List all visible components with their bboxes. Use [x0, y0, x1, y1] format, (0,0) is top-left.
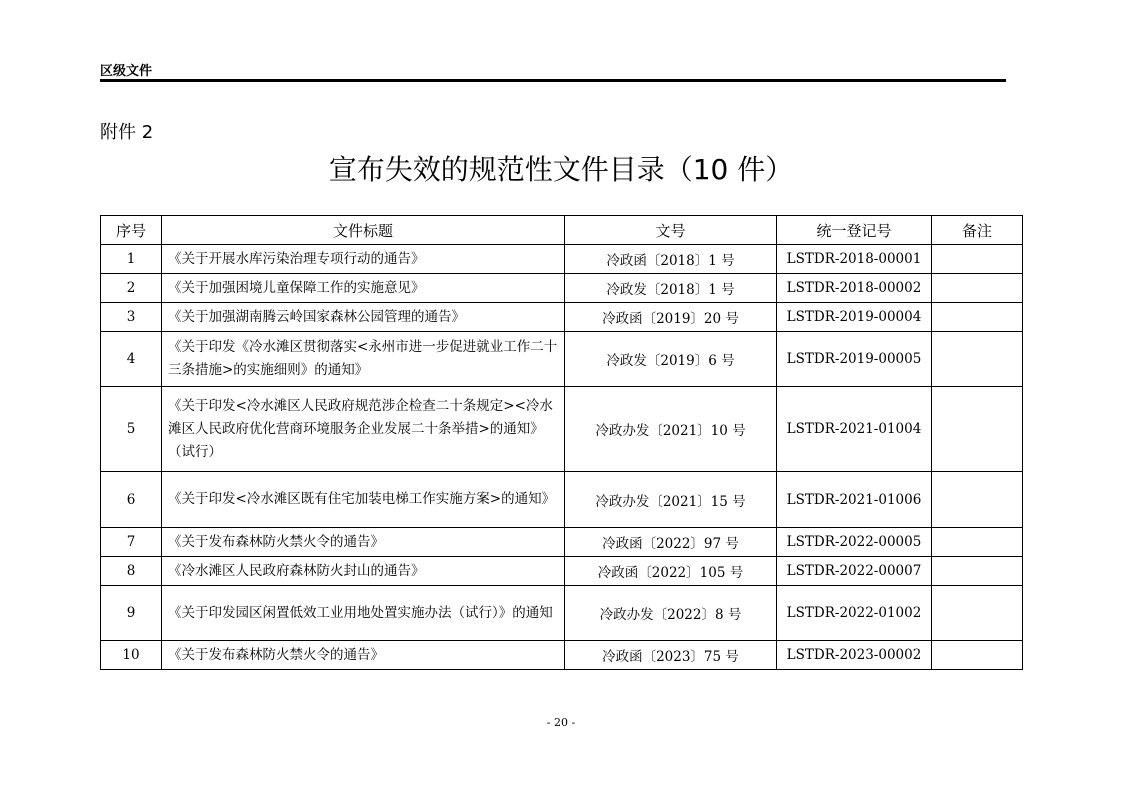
- cell-doc-no: 冷政办发〔2021〕15 号: [565, 472, 777, 528]
- cell-no: 7: [101, 528, 162, 557]
- cell-reg-no: LSTDR-2022-00005: [777, 528, 932, 557]
- table-row: [101, 274, 1023, 303]
- cell-note: [932, 387, 1023, 472]
- table-row: [101, 641, 1023, 670]
- cell-doc-no: 冷政办发〔2021〕10 号: [565, 387, 777, 472]
- cell-title: 《关于加强困境儿童保障工作的实施意见》: [162, 274, 565, 303]
- table-row: [101, 303, 1023, 332]
- cell-no: 2: [101, 274, 162, 303]
- cell-title: 《关于开展水库污染治理专项行动的通告》: [162, 245, 565, 274]
- cell-no: 1: [101, 245, 162, 274]
- cell-no: 8: [101, 557, 162, 586]
- table-row: [101, 387, 1023, 472]
- table-row: [101, 528, 1023, 557]
- cell-doc-no: 冷政办发〔2022〕8 号: [565, 586, 777, 641]
- document-category-header: 区级文件: [100, 64, 153, 79]
- cell-reg-no: LSTDR-2021-01004: [777, 387, 932, 472]
- cell-reg-no: LSTDR-2022-00007: [777, 557, 932, 586]
- cell-note: [932, 303, 1023, 332]
- cell-no: 4: [101, 332, 162, 387]
- table-row: [101, 472, 1023, 528]
- table-row: [101, 332, 1023, 387]
- column-header-title: 文件标题: [162, 216, 565, 245]
- annex-label: 附件 2: [100, 122, 154, 143]
- cell-doc-no: 冷政发〔2019〕6 号: [565, 332, 777, 387]
- column-header-note: 备注: [932, 216, 1023, 245]
- cell-doc-no: 冷政函〔2022〕97 号: [565, 528, 777, 557]
- cell-doc-no: 冷政函〔2022〕105 号: [565, 557, 777, 586]
- cell-doc-no: 冷政函〔2019〕20 号: [565, 303, 777, 332]
- cell-title: 《关于印发园区闲置低效工业用地处置实施办法（试行）》的通知: [162, 586, 565, 641]
- document-title: 宣布失效的规范性文件目录（10 件）: [328, 153, 794, 186]
- cell-doc-no: 冷政发〔2018〕1 号: [565, 274, 777, 303]
- header-rule: [100, 79, 1006, 82]
- cell-no: 10: [101, 641, 162, 670]
- cell-reg-no: LSTDR-2018-00001: [777, 245, 932, 274]
- cell-reg-no: LSTDR-2019-00004: [777, 303, 932, 332]
- cell-title: 《关于印发<冷水滩区既有住宅加装电梯工作实施方案>的通知》: [162, 472, 565, 528]
- cell-note: [932, 586, 1023, 641]
- cell-title: 《关于发布森林防火禁火令的通告》: [162, 641, 565, 670]
- table-row: [101, 245, 1023, 274]
- cell-note: [932, 528, 1023, 557]
- column-header-doc-no: 文号: [565, 216, 777, 245]
- cell-title: 《冷水滩区人民政府森林防火封山的通告》: [162, 557, 565, 586]
- cell-no: 3: [101, 303, 162, 332]
- cell-title: 《关于发布森林防火禁火令的通告》: [162, 528, 565, 557]
- invalid-documents-table: [100, 215, 1023, 670]
- cell-reg-no: LSTDR-2019-00005: [777, 332, 932, 387]
- column-header-reg-no: 统一登记号: [777, 216, 932, 245]
- table-row: [101, 586, 1023, 641]
- cell-title: 《关于加强湖南腾云岭国家森林公园管理的通告》: [162, 303, 565, 332]
- table-header-row: [101, 216, 1023, 245]
- cell-reg-no: LSTDR-2022-01002: [777, 586, 932, 641]
- cell-title: 《关于印发《冷水滩区贯彻落实<永州市进一步促进就业工作二十三条措施>的实施细则》的通知》: [162, 332, 565, 387]
- cell-note: [932, 332, 1023, 387]
- cell-doc-no: 冷政函〔2023〕75 号: [565, 641, 777, 670]
- cell-reg-no: LSTDR-2023-00002: [777, 641, 932, 670]
- cell-no: 6: [101, 472, 162, 528]
- cell-no: 5: [101, 387, 162, 472]
- cell-no: 9: [101, 586, 162, 641]
- column-header-no: 序号: [101, 216, 162, 245]
- table-row: [101, 557, 1023, 586]
- cell-note: [932, 274, 1023, 303]
- cell-note: [932, 557, 1023, 586]
- cell-note: [932, 245, 1023, 274]
- cell-note: [932, 641, 1023, 670]
- cell-reg-no: LSTDR-2018-00002: [777, 274, 932, 303]
- cell-reg-no: LSTDR-2021-01006: [777, 472, 932, 528]
- cell-note: [932, 472, 1023, 528]
- page-number: - 20 -: [546, 716, 576, 729]
- cell-doc-no: 冷政函〔2018〕1 号: [565, 245, 777, 274]
- cell-title: 《关于印发<冷水滩区人民政府规范涉企检查二十条规定><冷水滩区人民政府优化营商环境服务企业发展二十条举措>的通知》（试行）: [162, 387, 565, 472]
